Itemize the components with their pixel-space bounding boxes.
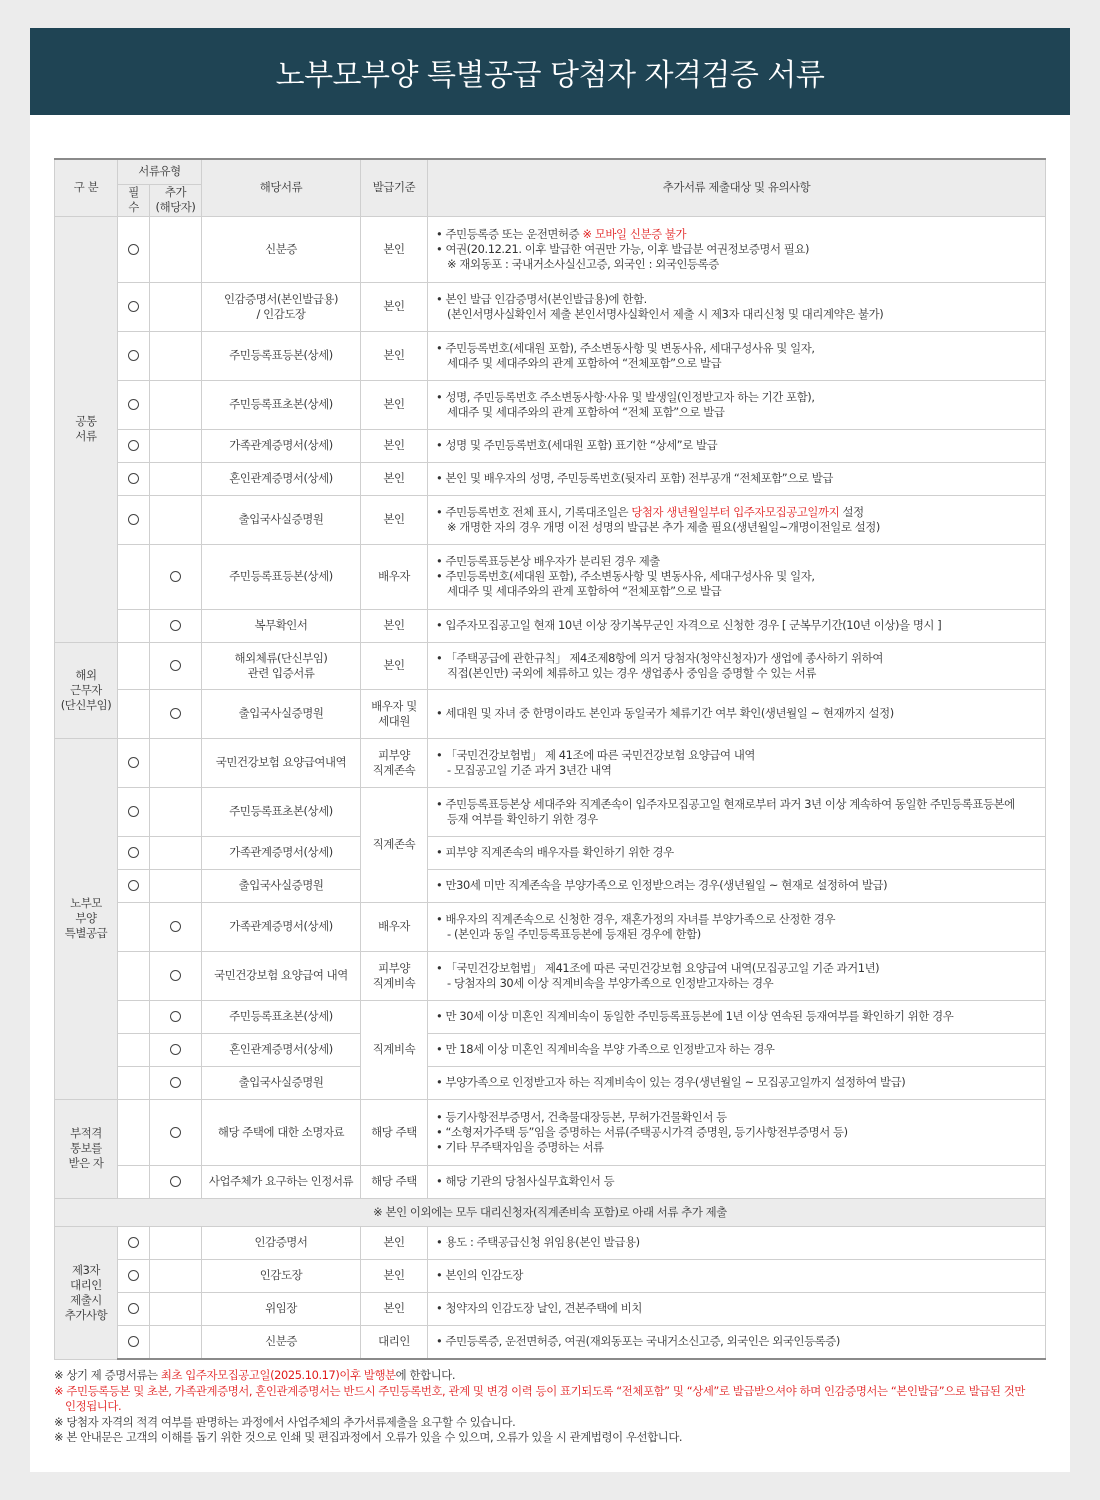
issue-basis: 배우자 및 세대원: [361, 689, 428, 738]
document-name: 국민건강보험 요양급여 내역: [202, 951, 361, 1000]
table-row: [55, 1165, 1046, 1198]
required-mark: [128, 1270, 139, 1281]
group-overseas: 해외 근무자 (단신부임): [55, 642, 118, 738]
required-mark: [128, 399, 139, 410]
issue-basis: 본인: [361, 429, 428, 462]
table-row: [55, 1000, 1046, 1033]
issue-basis: 피부양 직계존속: [361, 738, 428, 787]
proxy-banner: ※ 본인 이외에는 모두 대리신청자(직계존비속 포함)로 아래 서류 추가 제출: [55, 1198, 1046, 1226]
issue-basis: 배우자: [361, 544, 428, 609]
row-notes: • 「국민건강보험법」 제 41조에 따른 국민건강보험 요양급여 내역 - 모집공고일 기준 과거 3년간 내역: [428, 738, 1046, 787]
row-notes: • 청약자의 인감도장 날인, 견본주택에 비치: [428, 1292, 1046, 1325]
row-notes: • 주민등록표등본상 배우자가 분리된 경우 제출 • 주민등록번호(세대원 포함), 주소변동사항 및 변동사유, 세대구성사유 및 일자, 세대주 및 세대주와의 관계 포함하여 “전체포함”으로 발급: [428, 544, 1046, 609]
header-gubun: 구 분: [55, 159, 118, 216]
table-row: [55, 462, 1046, 495]
table-row: [55, 869, 1046, 902]
group-parent-support: 노부모 부양 특별공급: [55, 738, 118, 1099]
extra-mark: [170, 708, 181, 719]
document-name: 신분증: [202, 216, 361, 282]
document-name: 주민등록표초본(상세): [202, 380, 361, 429]
row-notes: • 용도 : 주택공급신청 위임용(본인 발급용): [428, 1226, 1046, 1259]
document-name: 신분증: [202, 1325, 361, 1359]
table-row: [55, 902, 1046, 951]
table-row: [55, 1226, 1046, 1259]
document-name: 주민등록표초본(상세): [202, 787, 361, 836]
table-row: [55, 331, 1046, 380]
document-name: 복무확인서: [202, 609, 361, 642]
row-notes: • 주민등록번호 전체 표시, 기록대조일은 당첨자 생년월일부터 입주자모집공고일까지 설정 ※ 개명한 자의 경우 개명 이전 성명의 발급본 추가 제출 필요(생년월일~개명이전일로 설정): [428, 495, 1046, 544]
row-notes: • 세대원 및 자녀 중 한명이라도 본인과 동일국가 체류기간 여부 확인(생년월일 ~ 현재까지 설정): [428, 689, 1046, 738]
row-notes: • 배우자의 직계존속으로 신청한 경우, 재혼가정의 자녀를 부양가족으로 산정한 경우 - (본인과 동일 주민등록표등본에 등재된 경우에 한함): [428, 902, 1046, 951]
group-third-party: 제3자 대리인 제출시 추가사항: [55, 1226, 118, 1359]
extra-mark: [170, 1176, 181, 1187]
required-mark: [128, 806, 139, 817]
footnote: ※ 상기 제 증명서류는 최초 입주자모집공고일(2025.10.17)이후 발행분에 한합니다.: [54, 1368, 456, 1382]
document-name: 사업주체가 요구하는 인정서류: [202, 1165, 361, 1198]
header-required: 필수: [118, 184, 150, 216]
required-mark: [128, 244, 139, 255]
document-name: 출입국사실증명원: [202, 689, 361, 738]
row-notes: • 입주자모집공고일 현재 10년 이상 장기복무군인 자격으로 신청한 경우 [ 군복무기간(10년 이상)을 명시 ]: [428, 609, 1046, 642]
row-notes: • 주민등록증, 운전면허증, 여권(재외동포는 국내거소신고증, 외국인은 외국인등록증): [428, 1325, 1046, 1359]
required-mark: [128, 880, 139, 891]
row-notes: • 주민등록번호(세대원 포함), 주소변동사항 및 변동사유, 세대구성사유 및 일자, 세대주 및 세대주와의 관계 포함하여 “전체포함”으로 발급: [428, 331, 1046, 380]
row-notes: • 성명, 주민등록번호 주소변동사항·사유 및 발생일(인정받고자 하는 기간 포함), 세대주 및 세대주와의 관계 포함하여 “전체 포함”으로 발급: [428, 380, 1046, 429]
table-row: [55, 836, 1046, 869]
footnotes: [54, 1368, 1046, 1446]
row-notes: • 만 18세 이상 미혼인 직계비속을 부양 가족으로 인정받고자 하는 경우: [428, 1033, 1046, 1066]
issue-basis: 본인: [361, 216, 428, 282]
issue-basis: 해당 주택: [361, 1099, 428, 1165]
extra-mark: [170, 620, 181, 631]
extra-mark: [170, 571, 181, 582]
table-row: [55, 282, 1046, 331]
issue-basis: 해당 주택: [361, 1165, 428, 1198]
issue-basis: 본인: [361, 1259, 428, 1292]
table-row: [55, 689, 1046, 738]
required-mark: [128, 350, 139, 361]
row-notes: • 주민등록증 또는 운전면허증 ※ 모바일 신분증 불가 • 여권(20.12.21. 이후 발급한 여권만 가능, 이후 발급분 여권정보증명서 필요) ※ 재외동포 : 국내거소사실신고증, 외국인 : 외국인등록증: [428, 216, 1046, 282]
table-row: [55, 495, 1046, 544]
document-name: 주민등록표등본(상세): [202, 544, 361, 609]
required-mark: [128, 514, 139, 525]
issue-basis: 본인: [361, 642, 428, 689]
document-table: [54, 158, 1046, 1360]
row-notes: • 피부양 직계존속의 배우자를 확인하기 위한 경우: [428, 836, 1046, 869]
required-mark: [128, 1336, 139, 1347]
required-mark: [128, 757, 139, 768]
table-row: [55, 1033, 1046, 1066]
table-row: [55, 1292, 1046, 1325]
required-mark: [128, 847, 139, 858]
table-row: [55, 216, 1046, 282]
row-notes: • 만30세 미만 직계존속을 부양가족으로 인정받으려는 경우(생년월일 ~ 현재로 설정하여 발급): [428, 869, 1046, 902]
issue-basis: 본인: [361, 331, 428, 380]
issue-basis: 본인: [361, 495, 428, 544]
document-name: 인감도장: [202, 1259, 361, 1292]
table-row: [55, 1259, 1046, 1292]
table-row: [55, 642, 1046, 689]
issue-basis: 피부양 직계비속: [361, 951, 428, 1000]
row-notes: • 「국민건강보험법」 제41조에 따른 국민건강보험 요양급여 내역(모집공고일 기준 과거1년) - 당첨자의 30세 이상 직계비속을 부양가족으로 인정받고자하는 경우: [428, 951, 1046, 1000]
row-notes: • 주민등록표등본상 세대주와 직계존속이 입주자모집공고일 현재로부터 과거 3년 이상 계속하여 동일한 주민등록표등본에 등재 여부를 확인하기 위한 경우: [428, 787, 1046, 836]
document-name: 인감증명서(본인발급용) / 인감도장: [202, 282, 361, 331]
issue-basis: 대리인: [361, 1325, 428, 1359]
row-notes: • 부양가족으로 인정받고자 하는 직계비속이 있는 경우(생년월일 ~ 모집공고일까지 설정하여 발급): [428, 1066, 1046, 1099]
extra-mark: [170, 921, 181, 932]
document-name: 해당 주택에 대한 소명자료: [202, 1099, 361, 1165]
header-doc-type: 서류유형: [118, 159, 202, 184]
row-notes: • 만 30세 이상 미혼인 직계비속이 동일한 주민등록표등본에 1년 이상 연속된 등재여부를 확인하기 위한 경우: [428, 1000, 1046, 1033]
row-notes: • 해당 기관의 당첨사실무효확인서 등: [428, 1165, 1046, 1198]
document-name: 주민등록표초본(상세): [202, 1000, 361, 1033]
header-document: 해당서류: [202, 159, 361, 216]
row-notes: • 본인의 인감도장: [428, 1259, 1046, 1292]
extra-mark: [170, 1011, 181, 1022]
table-row: [55, 609, 1046, 642]
group-common: 공통 서류: [55, 216, 118, 642]
issue-basis: 본인: [361, 380, 428, 429]
extra-mark: [170, 970, 181, 981]
document-name: 혼인관계증명서(상세): [202, 462, 361, 495]
issue-basis: 본인: [361, 1292, 428, 1325]
required-mark: [128, 473, 139, 484]
document-name: 혼인관계증명서(상세): [202, 1033, 361, 1066]
table-row: [55, 951, 1046, 1000]
issue-basis: 본인: [361, 462, 428, 495]
extra-mark: [170, 660, 181, 671]
issue-basis: 본인: [361, 282, 428, 331]
document-name: 출입국사실증명원: [202, 1066, 361, 1099]
issue-basis: 본인: [361, 1226, 428, 1259]
document-name: 가족관계증명서(상세): [202, 429, 361, 462]
row-notes: • 성명 및 주민등록번호(세대원 포함) 표기한 “상세”로 발급: [428, 429, 1046, 462]
row-notes: • 등기사항전부증명서, 건축물대장등본, 무허가건물확인서 등 • “소형저가주택 등”임을 증명하는 서류(주택공시가격 증명원, 등기사항전부증명서 등) • 기타 무주택자임을 증명하는 서류: [428, 1099, 1046, 1165]
row-notes: • 본인 및 배우자의 성명, 주민등록번호(뒷자리 포함) 전부공개 “전체포함”으로 발급: [428, 462, 1046, 495]
footnote-warning: ※ 주민등록등본 및 초본, 가족관계증명서, 혼인관계증명서는 반드시 주민등록번호, 관계 및 변경 이력 등이 표기되도록 “전체포함” 및 “상세”로 발급받으셔야 하며 인감증명서는 “본인발급”으로 발급된 것만 인정됩니다.: [54, 1383, 1025, 1414]
extra-mark: [170, 1044, 181, 1055]
required-mark: [128, 1303, 139, 1314]
table-row: [55, 1325, 1046, 1359]
extra-mark: [170, 1077, 181, 1088]
issue-basis: 본인: [361, 609, 428, 642]
table-row: [55, 738, 1046, 787]
document-name: 가족관계증명서(상세): [202, 902, 361, 951]
table-row: [55, 1066, 1046, 1099]
issue-basis: 배우자: [361, 902, 428, 951]
footnote: ※ 본 안내문은 고객의 이해를 돕기 위한 것으로 인쇄 및 편집과정에서 오류가 있을 수 있으며, 오류가 있을 시 관계법령이 우선합니다.: [54, 1430, 683, 1445]
row-notes: • 본인 발급 인감증명서(본인발급용)에 한함. (본인서명사실확인서 제출 본인서명사실확인서 제출 시 제3자 대리신청 및 대리계약은 불가): [428, 282, 1046, 331]
footnote: ※ 당첨자 자격의 적격 여부를 판명하는 과정에서 사업주체의 추가서류제출을 요구할 수 있습니다.: [54, 1414, 516, 1429]
required-mark: [128, 1237, 139, 1248]
group-unfit: 부적격 통보를 받은 자: [55, 1099, 118, 1198]
issue-basis: 직계비속: [361, 1000, 428, 1099]
document-name: 위임장: [202, 1292, 361, 1325]
header-basis: 발급기준: [361, 159, 428, 216]
required-mark: [128, 301, 139, 312]
header-extra: 추가 (해당자): [150, 184, 202, 216]
extra-mark: [170, 1127, 181, 1138]
table-row: [55, 787, 1046, 836]
document-name: 출입국사실증명원: [202, 869, 361, 902]
table-row: [55, 544, 1046, 609]
table-row: [55, 380, 1046, 429]
row-notes: • 「주택공급에 관한규칙」 제4조제8항에 의거 당첨자(청약신청자)가 생업에 종사하기 위하여 직접(본인만) 국외에 체류하고 있는 경우 생업종사 중임을 증명할 수 있는 서류: [428, 642, 1046, 689]
table-row: [55, 1099, 1046, 1165]
document-name: 국민건강보험 요양급여내역: [202, 738, 361, 787]
document-name: 해외체류(단신부임) 관련 입증서류: [202, 642, 361, 689]
document-name: 인감증명서: [202, 1226, 361, 1259]
required-mark: [128, 440, 139, 451]
document-name: 주민등록표등본(상세): [202, 331, 361, 380]
document-card: [30, 28, 1070, 1472]
document-name: 가족관계증명서(상세): [202, 836, 361, 869]
page-title: 노부모부양 특별공급 당첨자 자격검증 서류: [30, 28, 1070, 115]
table-row: [55, 429, 1046, 462]
header-notes: 추가서류 제출대상 및 유의사항: [428, 159, 1046, 216]
issue-basis: 직계존속: [361, 787, 428, 902]
document-name: 출입국사실증명원: [202, 495, 361, 544]
